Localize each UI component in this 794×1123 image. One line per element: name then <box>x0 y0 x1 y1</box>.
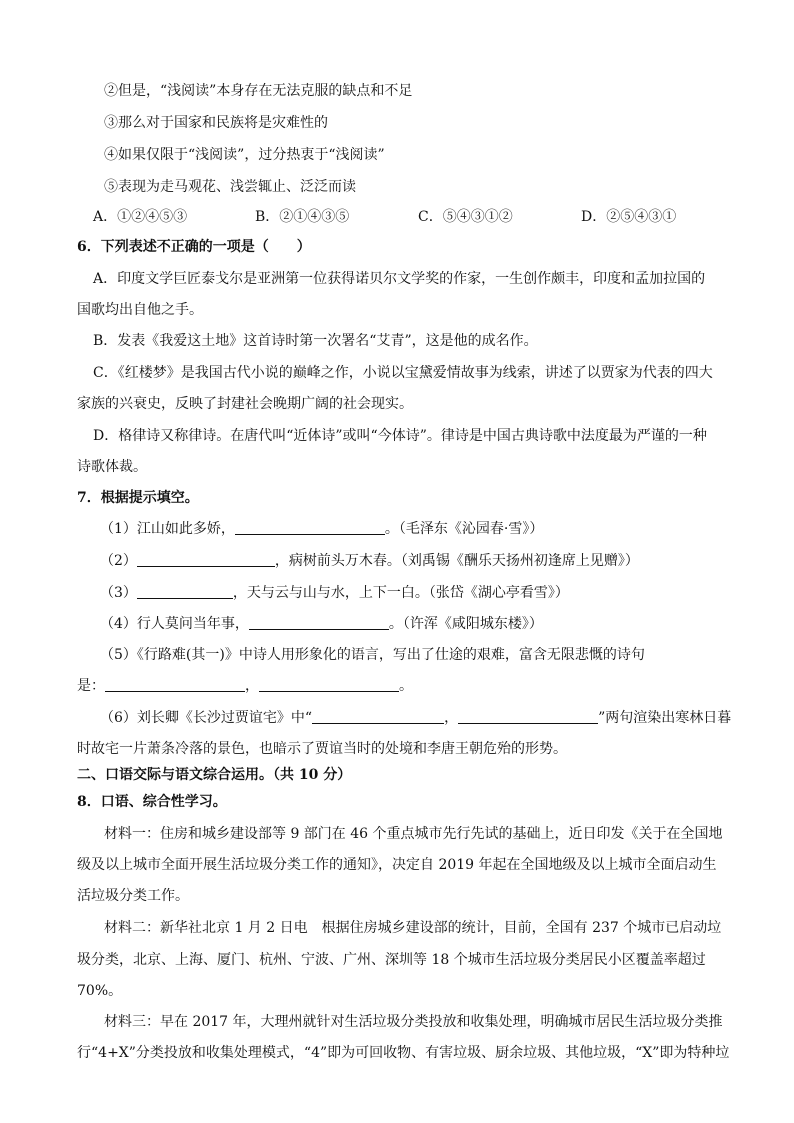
q7-item-1 <box>100 520 543 540</box>
q7-item-6-blank-2[interactable] <box>458 709 598 724</box>
sentence-item-4: ④如果仅限于“浅阅读”，过分热衷于“浅阅读” <box>104 147 385 163</box>
q6-option-d-line1: D．格律诗又称律诗。在唐代叫“近体诗”或叫“今体诗”。律诗是中国古典诗歌中法度最为严谨的一种 <box>93 428 707 444</box>
q7-item-5-suffix: 。 <box>399 678 413 694</box>
q6-option-d-line2: 诗歌体裁。 <box>77 459 147 475</box>
q7-item-6-prefix: （6）刘长卿《长沙过贾谊宅》中“ <box>100 710 313 726</box>
q7-item-6-blank-1[interactable] <box>312 709 444 724</box>
q6-stem: 6．下列表述不正确的一项是（ ） <box>77 239 311 255</box>
q5-option-b: B．②①④③⑤ <box>255 209 350 225</box>
q7-item-2-prefix: （2） <box>100 553 137 569</box>
q7-item-3-suffix: ，天与云与山与水，上下一白。（张岱《湖心亭看雪》） <box>232 585 569 601</box>
material-1-line2: 级及以上城市全面开展生活垃圾分类工作的通知》，决定自 2019 年起在全国地级及以上城市全面启动生 <box>77 857 717 873</box>
q7-item-4-blank[interactable] <box>249 615 389 630</box>
q7-item-1-suffix: 。（毛泽东《沁园春·雪》） <box>384 521 544 537</box>
q7-item-2-blank[interactable] <box>137 552 275 567</box>
q8-stem: 8．口语、综合性学习。 <box>77 794 227 810</box>
q5-option-c: C．⑤④③①② <box>418 209 513 225</box>
q7-item-3-prefix: （3） <box>100 585 137 601</box>
material-3-line2: 行“4+X”分类投放和收集处理模式，“4”即为可回收物、有害垃圾、厨余垃圾、其他垃圾，“X”即为特种垃 <box>77 1045 730 1061</box>
q7-item-1-blank[interactable] <box>235 520 385 535</box>
material-3-line1: 材料三：早在 2017 年，大理州就针对生活垃圾分类投放和收集处理，明确城市居民生活垃圾分类推 <box>104 1014 723 1030</box>
q7-item-3-blank[interactable] <box>137 584 233 599</box>
q6-option-c-line2: 家族的兴衰史，反映了封建社会晚期广阔的社会现实。 <box>77 396 413 412</box>
q7-item-6-line1 <box>100 709 731 729</box>
q7-item-4 <box>100 615 543 635</box>
material-2-line3: 70%。 <box>77 983 123 999</box>
material-2-line1: 材料二：新华社北京 1 月 2 日电 根据住房城乡建设部的统计，目前，全国有 237 个城市已启动垃 <box>104 920 722 936</box>
q7-item-5-line1: （5）《行路难(其一)》中诗人用形象化的语言，写出了仕途的艰难，富含无限悲慨的诗句 <box>100 647 645 663</box>
material-2-line2: 圾分类，北京、上海、厦门、杭州、宁波、广州、深圳等 18 个城市生活垃圾分类居民小区覆盖率超过 <box>77 952 706 968</box>
q7-item-5-blank-2[interactable] <box>259 677 399 692</box>
sentence-item-2: ②但是，“浅阅读”本身存在无法克服的缺点和不足 <box>104 83 413 99</box>
q5-option-d: D．②⑤④③① <box>581 209 677 225</box>
q7-stem: 7．根据提示填空。 <box>77 490 199 506</box>
q7-item-2 <box>100 552 639 572</box>
q6-option-a-line1: A．印度文学巨匠泰戈尔是亚洲第一位获得诺贝尔文学奖的作家，一生创作颇丰，印度和孟加拉国的 <box>93 271 706 287</box>
q7-item-1-prefix: （1）江山如此多娇， <box>100 521 235 537</box>
q7-item-6-separator: ， <box>444 710 459 726</box>
q7-item-4-suffix: 。（许浑《咸阳城东楼》） <box>388 616 543 632</box>
q7-item-5-prefix: 是： <box>77 678 105 694</box>
sentence-item-5: ⑤表现为走马观花、浅尝辄止、泛泛而读 <box>104 179 356 195</box>
q7-item-5-blank-1[interactable] <box>105 677 245 692</box>
material-1-line3: 活垃圾分类工作。 <box>77 888 189 904</box>
material-1-line1: 材料一：住房和城乡建设部等 9 部门在 46 个重点城市先行先试的基础上，近日印发《关于在全国地 <box>104 826 723 842</box>
q7-item-6-line2: 时故宅一片萧条冷落的景色，也暗示了贾谊当时的处境和李唐王朝危殆的形势。 <box>77 741 567 757</box>
q7-item-5-separator: ， <box>245 678 259 694</box>
q7-item-5-line2 <box>77 677 413 697</box>
q7-item-3 <box>100 584 569 604</box>
q6-option-c-line1: C．《红楼梦》是我国古代小说的巅峰之作，小说以宝黛爱情故事为线索，讲述了以贾家为代表的四大 <box>93 365 713 381</box>
section-2-heading: 二、口语交际与语文综合运用。（共 10 分） <box>77 767 352 783</box>
q7-item-2-suffix: ，病树前头万木春。（刘禹锡《酬乐天扬州初逢席上见赠》） <box>274 553 639 569</box>
q6-option-a-line2: 国歌均出自他之手。 <box>77 302 203 318</box>
q5-option-a: A．①②④⑤③ <box>93 209 188 225</box>
q6-option-b: B．发表《我爱这土地》这首诗时第一次署名“艾青”，这是他的成名作。 <box>93 333 538 349</box>
sentence-item-3: ③那么对于国家和民族将是灾难性的 <box>104 115 328 131</box>
q7-item-6-suffix: ”两句渲染出寒林日暮 <box>598 710 732 726</box>
q7-item-4-prefix: （4）行人莫问当年事， <box>100 616 249 632</box>
